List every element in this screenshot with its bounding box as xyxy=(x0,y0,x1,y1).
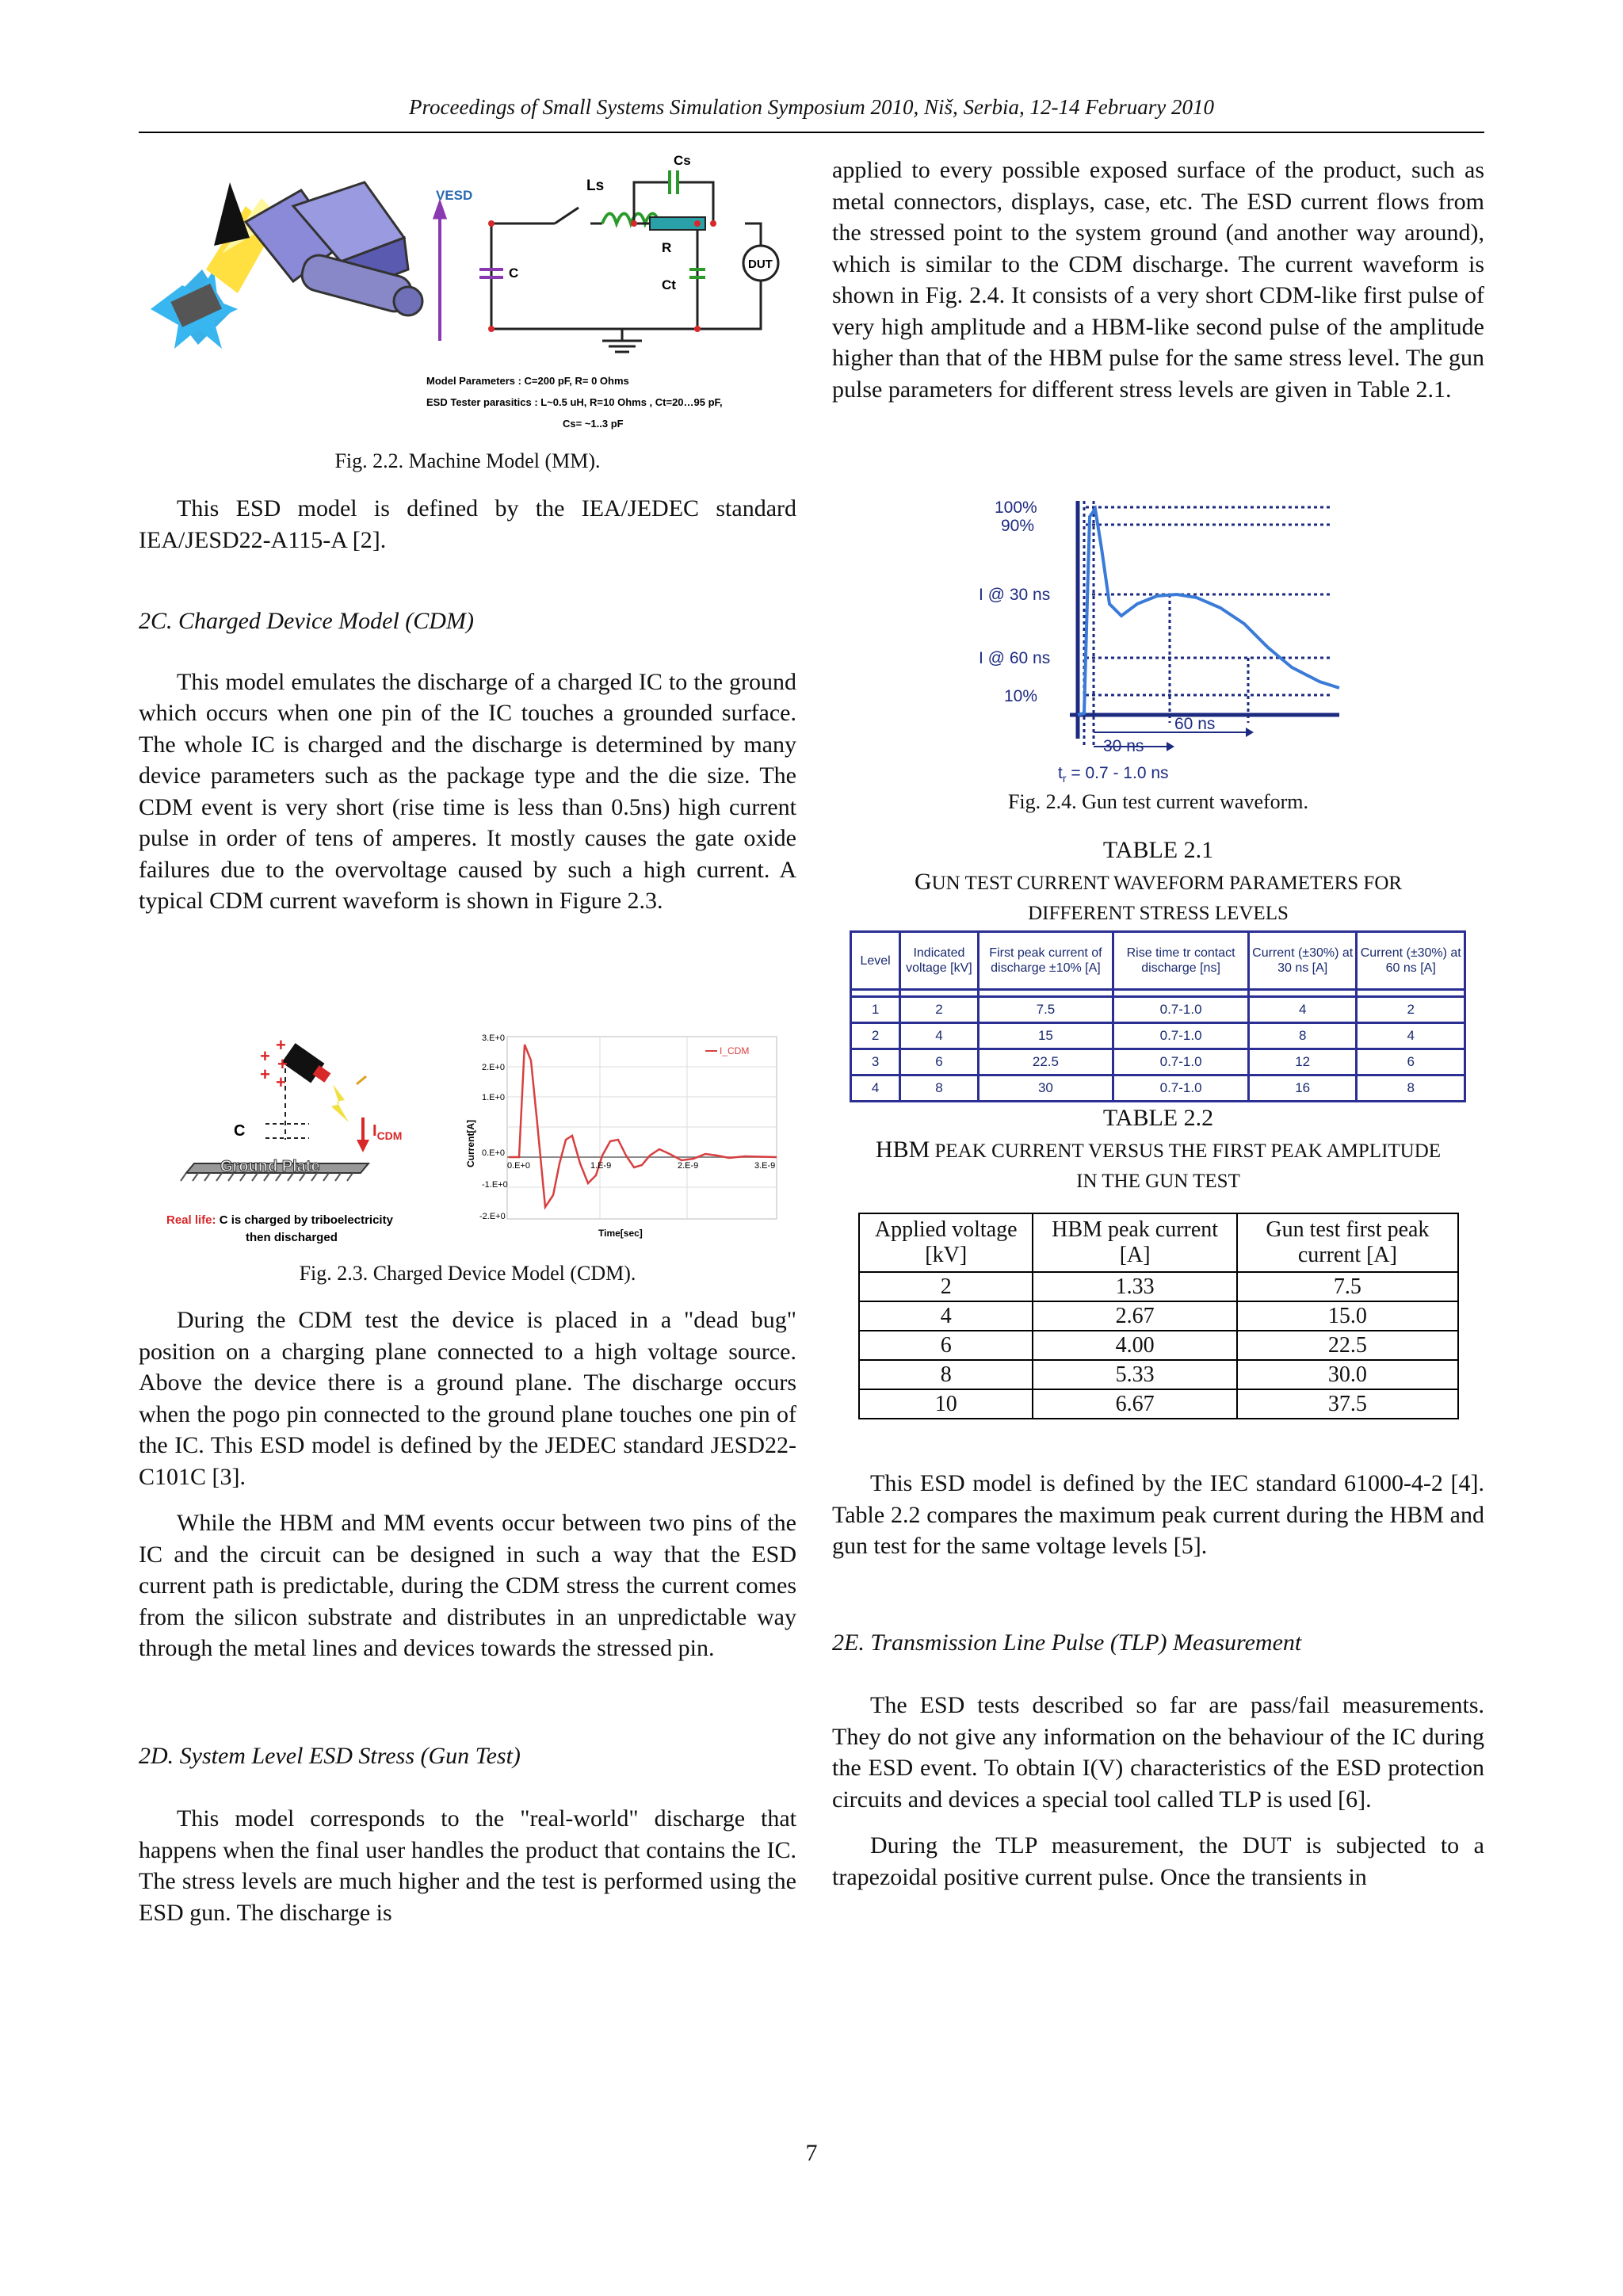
section-2e-heading: 2E. Transmission Line Pulse (TLP) Measurement xyxy=(832,1629,1302,1656)
left-p5: This model corresponds to the "real-world" discharge that happens when the final user handles the product that contains the IC. The stress levels are much higher and the test is performed using the ESD gun. The discharge is xyxy=(139,1805,796,1926)
t22-header-gun: Gun test first peak current [A] xyxy=(1237,1213,1458,1272)
ytick: -2.E+0 xyxy=(479,1212,506,1221)
t21-header-first-peak: First peak current of discharge ±10% [A] xyxy=(978,932,1113,990)
ytick: 3.E+0 xyxy=(482,1033,506,1043)
header-rule xyxy=(139,132,1484,133)
esd-gun-illustration xyxy=(151,182,422,349)
ytick: 1.E+0 xyxy=(482,1093,506,1102)
table-row: 2 1.33 7.5 xyxy=(859,1272,1458,1301)
figure-cdm xyxy=(158,1029,792,1259)
fig23-caption: Fig. 2.3. Charged Device Model (CDM). xyxy=(299,1262,636,1285)
figure-machine-model xyxy=(143,151,800,436)
svg-text:+: + xyxy=(277,1054,288,1074)
cdm-c-label: C xyxy=(234,1122,246,1140)
figure-gun-waveform xyxy=(967,485,1347,786)
table-row: 2 4 15 0.7-1.0 8 4 xyxy=(851,1023,1465,1049)
table-row: 1 2 7.5 0.7-1.0 4 2 xyxy=(851,997,1465,1023)
table-row: 6 4.00 22.5 xyxy=(859,1331,1458,1360)
table-row: 8 5.33 30.0 xyxy=(859,1360,1458,1389)
mm-circuit xyxy=(434,170,761,352)
real-life-note-2: then discharged xyxy=(246,1231,338,1244)
dut-label: DUT xyxy=(748,258,773,271)
model-params: Model Parameters : C=200 pF, R= 0 Ohms xyxy=(426,375,629,387)
c-label: C xyxy=(509,266,519,281)
real-life-note: Real life: C is charged by triboelectricity xyxy=(166,1213,393,1227)
ytick: 0.E+0 xyxy=(482,1148,506,1158)
table22-title: TABLE 2.2 xyxy=(1102,1105,1214,1131)
ytick: 2.E+0 xyxy=(482,1063,506,1072)
ls-label: Ls xyxy=(586,178,605,194)
table-2-2 xyxy=(858,1213,1459,1419)
xtick: 1.E-9 xyxy=(590,1161,612,1171)
t21-header-voltage: Indicated voltage [kV] xyxy=(900,932,978,990)
right-column-bottom xyxy=(832,1468,1484,1893)
xtick: 0.E+0 xyxy=(507,1161,531,1171)
label-60ns: 60 ns xyxy=(1174,715,1216,733)
t21-header-rise-time: Rise time tr contact discharge [ns] xyxy=(1113,932,1249,990)
plot-xlabel: Time[sec] xyxy=(598,1228,643,1239)
table21-subtitle: GUN TEST CURRENT WAVEFORM PARAMETERS FOR DIFFERENT STRESS LEVELS xyxy=(914,869,1403,924)
table-row: 4 8 30 0.7-1.0 16 8 xyxy=(851,1075,1465,1102)
table-row: 10 6.67 37.5 xyxy=(859,1389,1458,1419)
svg-text:+: + xyxy=(260,1046,270,1066)
xtick: 3.E-9 xyxy=(754,1161,776,1171)
label-100: 100% xyxy=(995,499,1037,517)
fig22-caption: Fig. 2.2. Machine Model (MM). xyxy=(334,449,601,472)
left-p1: This ESD model is defined by the IEA/JEDEC standard IEA/JESD22-A115-A [2]. xyxy=(139,495,796,553)
label-i30: I @ 30 ns xyxy=(979,586,1051,604)
label-rise-time: $t_r = 0.7 - 1.0$ ns xyxy=(1058,764,1169,785)
label-10: 10% xyxy=(1004,687,1038,705)
t22-header-voltage: Applied voltage [kV] xyxy=(859,1213,1033,1272)
table21-title: TABLE 2.1 xyxy=(1102,837,1214,863)
left-p3: During the CDM test the device is placed in a "dead bug" position on a charging plane connected to a high voltage source. Above the device there is a ground plane. The discharge occurs when the pogo pin connected to the ground plane touches one pin of the IC. This ESD model is defined by the JEDEC standard JESD22-C101C [3]. xyxy=(139,1307,796,1490)
label-90: 90% xyxy=(1001,517,1035,535)
plot-legend: I_CDM xyxy=(720,1045,750,1056)
ground-plate-label: Ground Plate xyxy=(220,1158,320,1175)
left-column-bottom xyxy=(139,1305,796,1928)
node-dots xyxy=(488,220,716,332)
table-2-1 xyxy=(850,930,1466,1102)
label-i60: I @ 60 ns xyxy=(979,649,1051,667)
right-p4: During the TLP measurement, the DUT is subjected to a trapezoidal positive current pulse. Once the transients in xyxy=(832,1832,1484,1890)
fig24-caption: Fig. 2.4. Gun test current waveform. xyxy=(1007,790,1309,813)
page-number: 7 xyxy=(805,2140,818,2166)
section-2d-heading: 2D. System Level ESD Stress (Gun Test) xyxy=(139,1742,521,1769)
table-row: 3 6 22.5 0.7-1.0 12 6 xyxy=(851,1049,1465,1075)
left-column-top xyxy=(139,493,796,917)
ct-label: Ct xyxy=(662,277,676,292)
svg-text:+: + xyxy=(260,1064,270,1084)
t21-header-current-30: Current (±30%) at 30 ns [A] xyxy=(1248,932,1357,990)
t22-header-hbm: HBM peak current [A] xyxy=(1033,1213,1236,1272)
svg-text:+: + xyxy=(276,1072,286,1092)
xtick: 2.E-9 xyxy=(678,1161,699,1171)
vesd-label: VESD xyxy=(436,188,473,203)
plot-ylabel: Current[A] xyxy=(465,1120,476,1167)
r-label: R xyxy=(662,240,672,255)
t21-header-current-60: Current (±30%) at 60 ns [A] xyxy=(1357,932,1465,990)
right-p3: The ESD tests described so far are pass/fail measurements. They do not give any information on the behaviour of the IC during the ESD event. To obtain I(V) characteristics of the ESD protection circuits and devices a special tool called TLP is used [6]. xyxy=(832,1692,1484,1813)
cs-param: Cs= ~1..3 pF xyxy=(563,418,624,430)
table-row: 4 2.67 15.0 xyxy=(859,1301,1458,1331)
gun-current-curve xyxy=(1078,509,1339,715)
section-2c-heading: 2C. Charged Device Model (CDM) xyxy=(139,608,474,634)
right-column-top xyxy=(832,155,1484,405)
svg-text:+: + xyxy=(276,1035,286,1055)
table22-subtitle: HBM PEAK CURRENT VERSUS THE FIRST PEAK AMPLITUDE IN THE GUN TEST xyxy=(875,1137,1442,1192)
left-p4: While the HBM and MM events occur between two pins of the IC and the circuit can be designed in such a way that the ESD current path is predictable, during the CDM stress the current comes from the silicon substrate and distributes in an unpredictable way through the metal lines and devices towards the stressed pin. xyxy=(139,1510,796,1661)
running-header: Proceedings of Small Systems Simulation Symposium 2010, Niš, Serbia, 12-14 February 2010 xyxy=(409,95,1214,119)
right-p1: applied to every possible exposed surface of the product, such as metal connectors, displays, case, etc. The ESD current flows from the stressed point to the system ground (and another way around), which is similar to the CDM discharge. The current waveform is shown in Fig. 2.4. It consists of a very short CDM-like first pulse of very high amplitude and a HBM-like second pulse of the amplitude higher than that of the HBM pulse for the same stress level. The gun pulse parameters for different stress levels are given in Table 2.1. xyxy=(832,157,1484,403)
left-p2: This model emulates the discharge of a charged IC to the ground which occurs when one pin of the IC touches a grounded surface. The whole IC is charged and the discharge is determined by many device parameters such as the package type and the die size. The CDM event is very short (rise time is less than 0.5ns) high current pulse in order of tens of amperes. It mostly causes the gate oxide failures due to the overvoltage caused by such a high current. A typical CDM current waveform is shown in Figure 2.3. xyxy=(139,668,796,914)
cdm-plot xyxy=(465,1033,777,1239)
right-p2: This ESD model is defined by the IEC standard 61000-4-2 [4]. Table 2.2 compares the maximum peak current during the HBM and gun test for the same voltage levels [5]. xyxy=(832,1470,1484,1559)
icdm-label: $I_{CDM}$ xyxy=(372,1122,403,1142)
t21-header-level: Level xyxy=(851,932,900,990)
tester-parasitics: ESD Tester parasitics : L~0.5 uH, R=10 Ohms , Ct=20…95 pF, xyxy=(426,396,723,408)
ytick: -1.E+0 xyxy=(482,1180,508,1190)
label-30ns: 30 ns xyxy=(1103,737,1144,755)
cs-label: Cs xyxy=(674,153,691,168)
